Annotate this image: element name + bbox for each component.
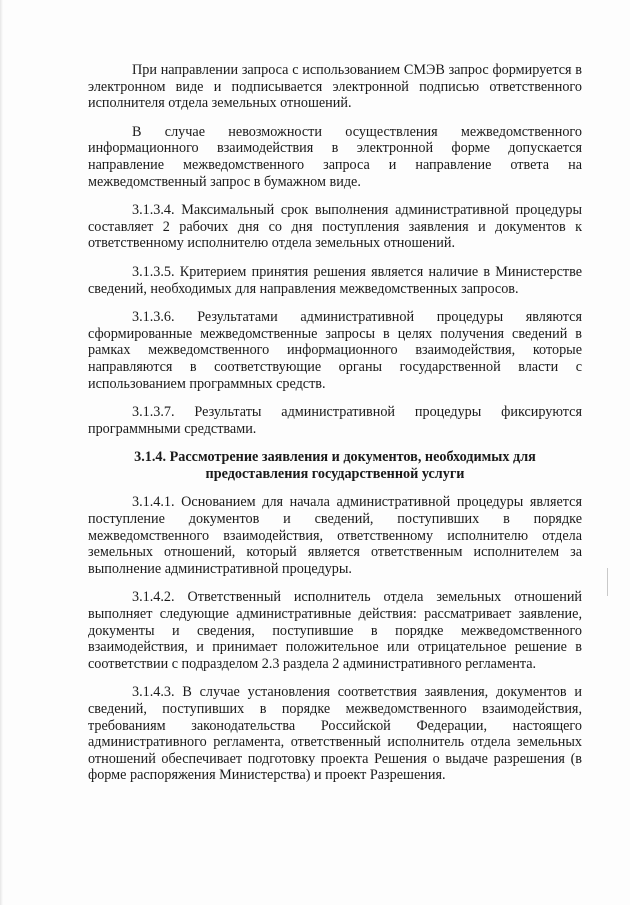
paragraph-smev-request: При направлении запроса с использованием СМЭВ запрос формируется в электронном виде и подписывается электронной подписью ответственного исполнителя отдела земельных отношений. (88, 62, 582, 112)
section-heading-3-1-4: 3.1.4. Рассмотрение заявления и документов, необходимых для предоставления государственной услуги (134, 449, 536, 482)
document-body (88, 62, 582, 796)
paragraph-3-1-4-1: 3.1.4.1. Основанием для начала административной процедуры является поступление документов и сведений, поступивших в порядке межведомственного взаимодействия, ответственному исполнителю отдела земельных отношений, который является ответственным исполнителем за выполнение административной процедуры. (88, 494, 582, 577)
paragraph-3-1-3-6: 3.1.3.6. Результатами административной процедуры являются сформированные межведомственные запросы в целях получения сведений в рамках межведомственного информационного взаимодействия, которые направляются в соответствующие органы государственной власти с использованием программных средств. (88, 309, 582, 392)
scan-edge-shadow (0, 0, 3, 905)
paragraph-3-1-3-4: 3.1.3.4. Максимальный срок выполнения административной процедуры составляет 2 рабочих дня со дня поступления заявления и документов к ответственному исполнителю отдела земельных отношений. (88, 202, 582, 252)
scan-artifact-line (607, 568, 608, 596)
paragraph-3-1-3-7: 3.1.3.7. Результаты административной процедуры фиксируются программными средствами. (88, 404, 582, 437)
paragraph-paper-request: В случае невозможности осуществления межведомственного информационного взаимодействия в электронной форме допускается направление межведомственного запроса и направление ответа на межведомственный запрос в бумажном виде. (88, 123, 582, 190)
paragraph-3-1-4-2: 3.1.4.2. Ответственный исполнитель отдела земельных отношений выполняет следующие административные действия: рассматривает заявление, документы и сведения, поступившие в порядке межведомственного взаимодействия, и принимает положительное или отрицательное решение в соответствии с подразделом 2.3 раздела 2 административного регламента. (88, 589, 582, 672)
paragraph-3-1-3-5: 3.1.3.5. Критерием принятия решения является наличие в Министерстве сведений, необходимых для направления межведомственных запросов. (88, 263, 582, 297)
paragraph-3-1-4-3: 3.1.4.3. В случае установления соответствия заявления, документов и сведений, поступивших в порядке межведомственного взаимодействия, требованиям законодательства Российской Федерации, настоящего административного регламента, ответственный исполнитель отдела земельных отношений обеспечивает подготовку проекта Решения о выдаче разрешения (в форме распоряжения Министерства) и проект Разрешения. (88, 684, 582, 784)
